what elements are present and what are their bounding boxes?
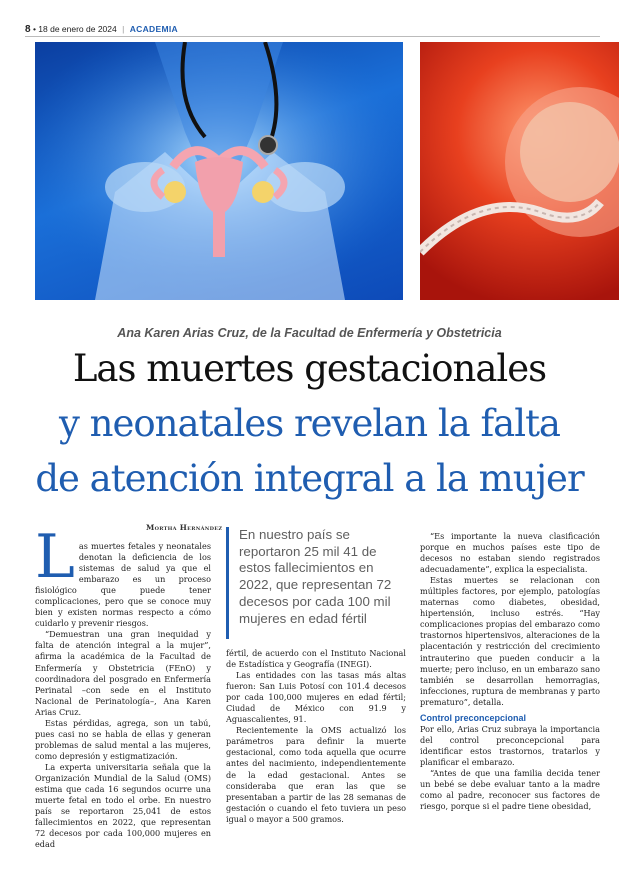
section-name: ACADEMIA xyxy=(129,24,178,34)
paragraph: Las entidades con las tasas más altas fueron: San Luis Potosí con 101.4 decesos por cada 100,000 mujeres en edad fértil; Ciudad de México con 91.9 y Aguascalientes, 91. xyxy=(226,670,406,725)
header-separator: | xyxy=(122,24,125,34)
paragraph: “Antes de que una familia decida tener un bebé se debe evaluar tanto a la madre como al padre, reconocer sus factores de riesgo, porque si el padre tiene obesidad, xyxy=(420,767,600,812)
paragraph: La experta universitaria señala que la Organización Mundial de la Salud (OMS) estima que cada 16 segundos ocurre una muerte fetal en todo el orbe. En nuestro país se reportaron 25,041 de estos fallecimientos en 2022, que representan 72 decesos por cada 100,000 mujeres en edad xyxy=(35,761,211,850)
paragraph: Por ello, Arias Cruz subraya la importancia del control preconcepcional para identificar estos trastornos, tratarlos y planificar el embarazo. xyxy=(420,723,600,767)
section-subhead: Control preconcepcional xyxy=(420,712,527,723)
drop-cap: L xyxy=(35,522,75,592)
paragraph: “Demuestran una gran inequidad y falta de atención integral a la mujer”, afirma la académica de la Facultad de Enfermería y Obstetricia (FEnO) y coordinadora del posgrado en Enfermería Perinatal –con sede en el Instituto Nacional de Perinatología–, Ana Karen Arias Cruz. xyxy=(35,629,211,717)
uterus-illustration-photo xyxy=(35,42,403,300)
header-rule xyxy=(25,36,600,37)
paragraph: as muertes fetales y neonatales denotan la deficiencia de los sistemas de salud ya que el embarazo es un proceso fisiológico que puede tener complicaciones, pero que se conoce muy bien y existen normas respecto a cómo cuidarlo y prevenir riesgos. xyxy=(35,541,211,629)
headline-line-3: de atención integral a la mujer xyxy=(35,457,584,500)
header-dot: • xyxy=(32,24,39,34)
paragraph: fértil, de acuerdo con el Instituto Nacional de Estadística y Geografía (INEGI). xyxy=(226,648,406,670)
pull-quote: En nuestro país se reportaron 25 mil 41 de estos fallecimientos en 2022, que representan 72 decesos por cada 100 mil mujeres en edad fértil xyxy=(226,527,406,639)
page-number: 8 xyxy=(25,24,31,35)
uterus-illustration xyxy=(35,42,403,300)
page-header xyxy=(25,24,178,35)
paragraph: Estas pérdidas, agrega, son un tabú, pues casi no se habla de ellas y generan problemas de salud mental a las mujeres, como depresión y estigmatización. xyxy=(35,717,211,761)
paragraph: “Es importante la nueva clasificación porque en muchos países este tipo de decesos no estaban siendo registrados adecuadamente”, explica la especialista. xyxy=(420,531,600,575)
article-column-3 xyxy=(420,531,600,812)
fetus-illustration-photo xyxy=(420,42,619,300)
paragraph: Recientemente la OMS actualizó los parámetros para definir la muerte gestacional, como toda aquella que ocurre antes del nacimiento, independientemente de la edad gestacional. Antes se consideraba que eran las que se presentaban a partir de las 28 semanas de gestación o cuando el feto tuviera un peso igual o mayor a 500 gramos. xyxy=(226,725,406,824)
paragraph: Estas muertes se relacionan con múltiples factores, por ejemplo, patologías maternas como diabetes, obesidad, hipertensión, incluso estrés. “Hay complicaciones propias del embarazo como trastornos hipertensivos, alteraciones de la placentación y restricción del crecimiento intrauterino que pueden conducir a la muerte; pero incluso, en un embarazo sano también se desarrollan hemorragias, infecciones, ruptura de membranas y parto prematuro”, detalla. xyxy=(420,575,600,707)
article-column-2 xyxy=(226,648,406,825)
headline-line-1: Las muertes gestacionales xyxy=(72,347,547,390)
issue-date: 18 de enero de 2024 xyxy=(38,24,117,34)
headline-line-2: y neonatales revelan la falta xyxy=(59,402,560,445)
fetus-illustration xyxy=(420,42,619,300)
author-byline: Mortha Hernández xyxy=(146,523,223,532)
article-kicker: Ana Karen Arias Cruz, de la Facultad de Enfermería y Obstetricia xyxy=(117,326,502,340)
